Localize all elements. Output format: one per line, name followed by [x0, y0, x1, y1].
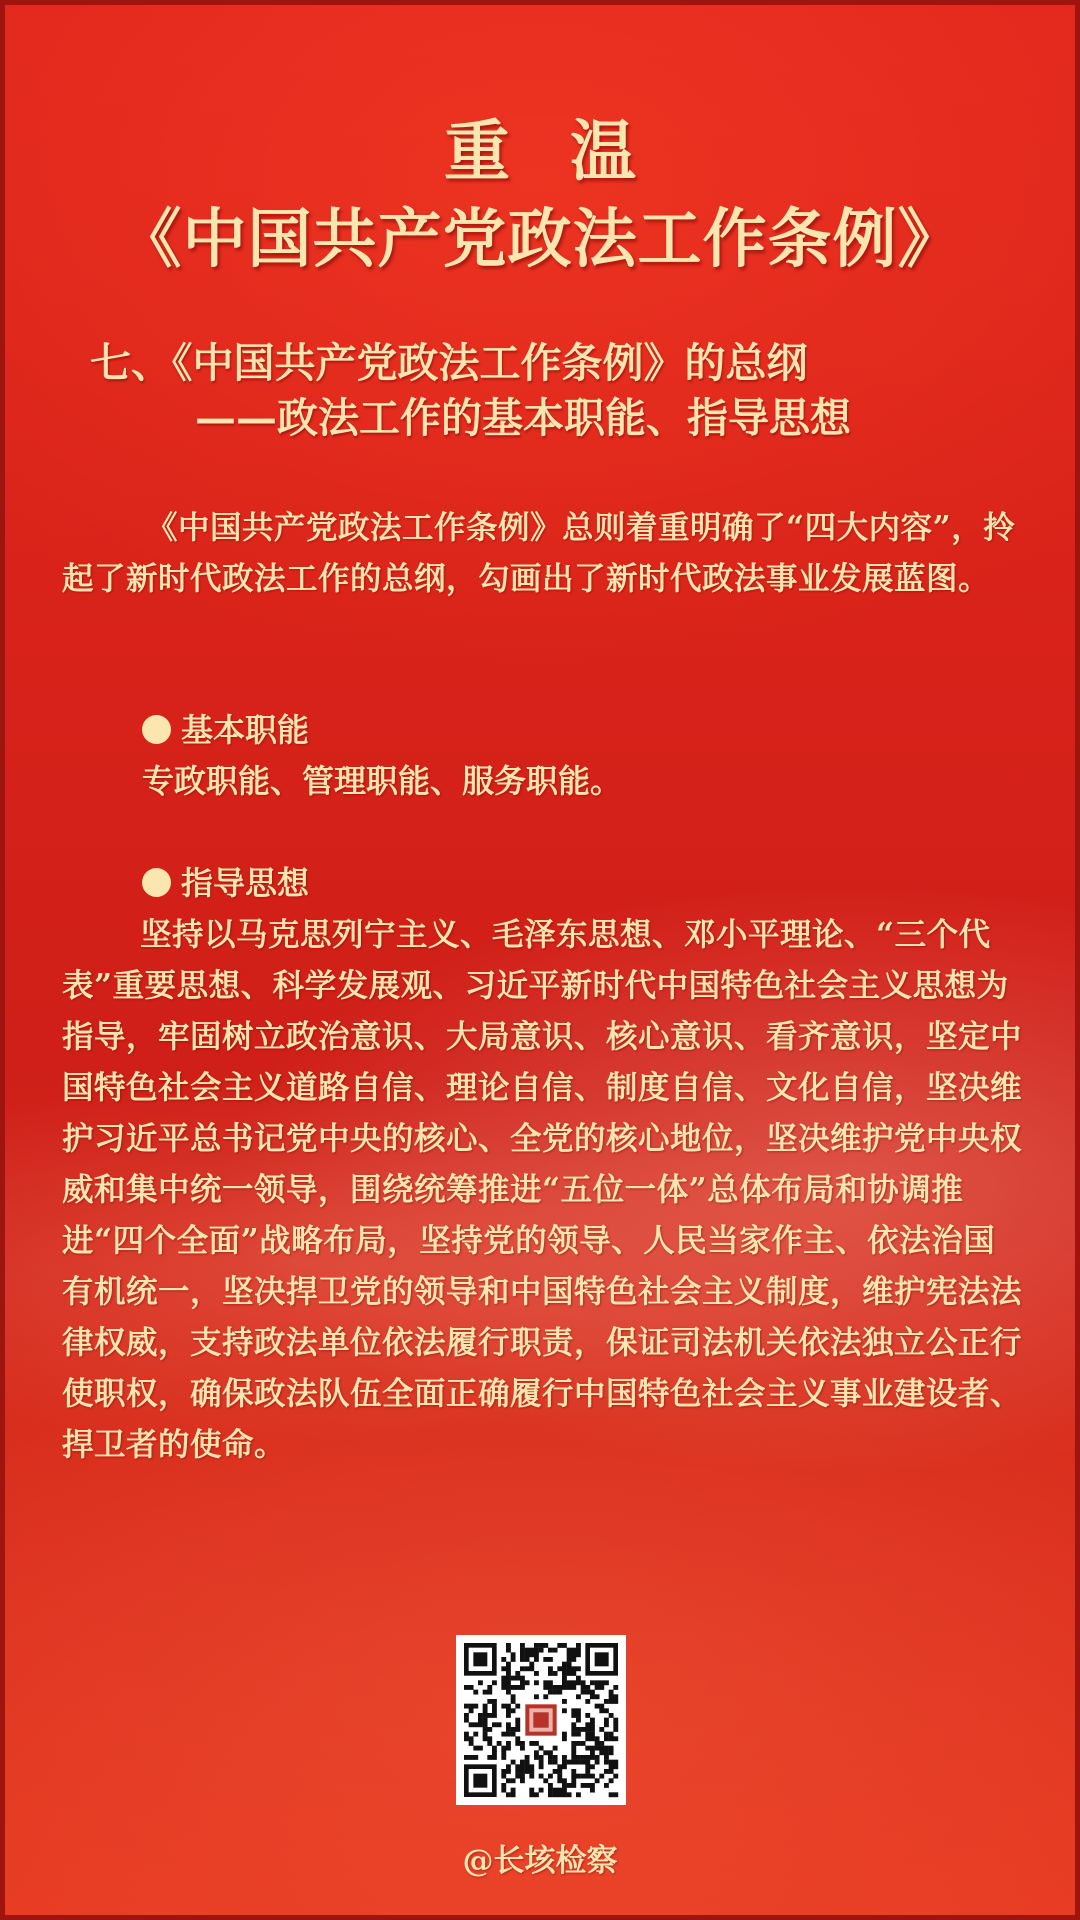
bullet-dot-icon [142, 715, 171, 744]
section-subtitle-line-1: 七、《中国共产党政法工作条例》的总纲 [90, 339, 808, 387]
functions-paragraph: 专政职能、管理职能、服务职能。 [142, 762, 623, 800]
intro-paragraph: 《中国共产党政法工作条例》总则着重明确了“四大内容”，拎起了新时代政法工作的总纲，勾画出了新时代政法事业发展蓝图。 [62, 509, 1016, 597]
guiding-ideology-paragraph: 坚持以马克思列宁主义、毛泽东思想、邓小平理论、“三个代表”重要思想、科学发展观、习近平新时代中国特色社会主义思想为指导，牢固树立政治意识、大局意识、核心意识、看齐意识，坚定中国特色社会主义道路自信、理论自信、制度自信、文化自信，坚决维护习近平总书记党中央的核心、全党的核心地位，坚决维护党中央权威和集中统一领导，围绕统筹推进“五位一体”总体布局和协调推进“四个全面”战略布局，坚持党的领导、人民当家作主、依法治国有机统一，坚决捍卫党的领导和中国特色社会主义制度，维护宪法法律权威，支持政法单位依法履行职责，保证司法机关依法独立公正行使职权，确保政法队伍全面正确履行中国特色社会主义事业建设者、捍卫者的使命。 [62, 916, 1023, 1463]
section-heading-label: 基本职能 [181, 711, 310, 749]
page-title-line-2: 《中国共产党政法工作条例》 [117, 202, 963, 277]
section-heading-label: 指导思想 [181, 864, 310, 902]
section-heading-functions [142, 705, 309, 756]
qr-code [456, 1635, 626, 1805]
page-title-line-1: 重温 [444, 112, 696, 190]
qr-code-icon [456, 1635, 626, 1805]
account-credit: @长垓检察 [462, 1843, 618, 1879]
bullet-dot-icon [142, 868, 171, 897]
section-heading-guiding-ideology [142, 858, 309, 909]
section-subtitle-line-2: ——政法工作的基本职能、指导思想 [195, 394, 851, 442]
